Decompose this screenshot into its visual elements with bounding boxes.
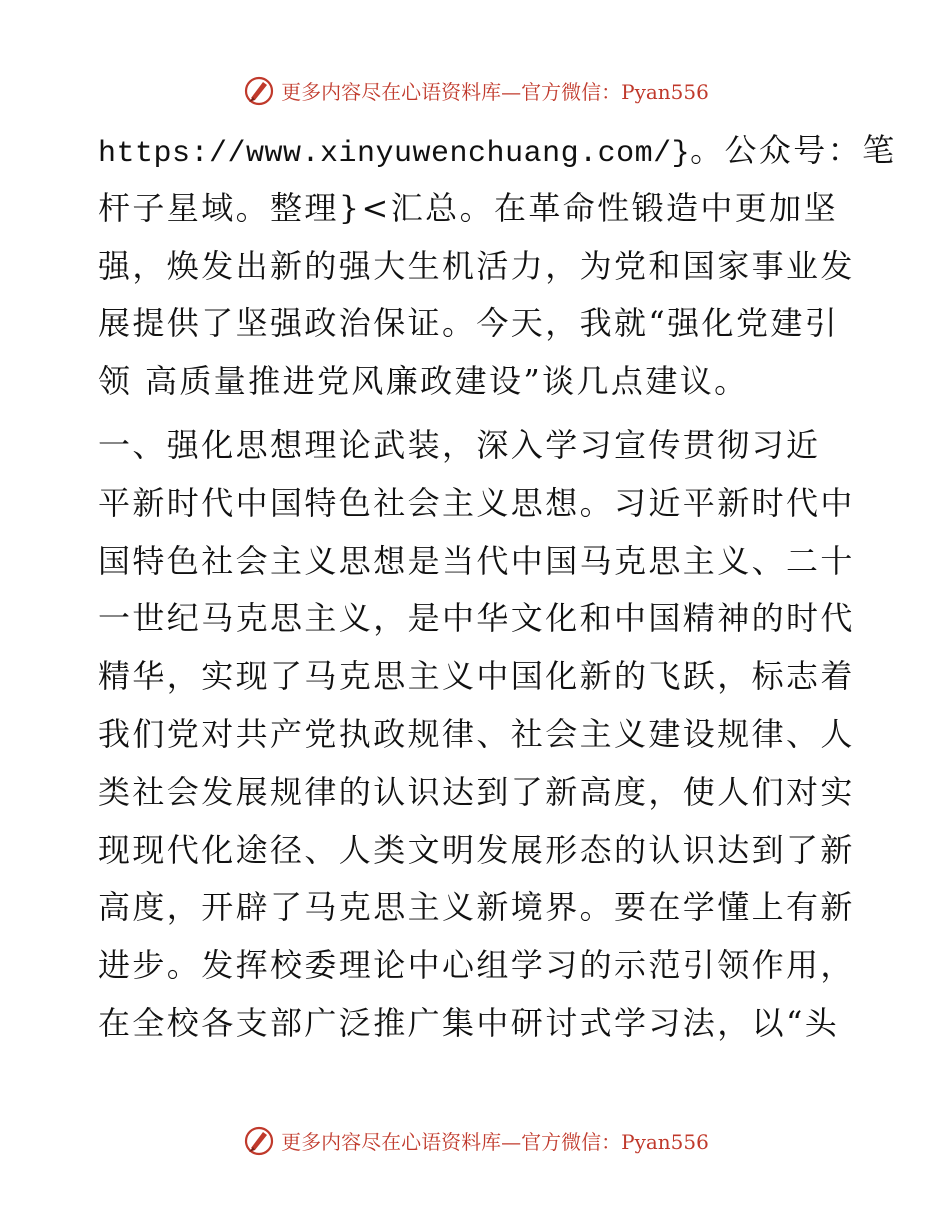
source-url: https://www.xinyuwenchuang.com/} [98, 137, 691, 171]
footer-banner [0, 1120, 950, 1160]
footer-banner-text: 更多内容尽在心语资料库—官方微信：Pyan556 [281, 1129, 709, 1154]
paragraph-2-line-5: 精华，实现了马克思主义中国化新的飞跃，标志着 [98, 657, 855, 696]
paragraph-2-line-4: 一世纪马克思主义，是中华文化和中国精神的时代 [98, 599, 855, 638]
paragraph-2-line-11: 在全校各支部广泛推广集中研讨式学习法，以“头 [98, 1003, 840, 1042]
paragraph-2-line-6: 我们党对共产党执政规律、社会主义建设规律、人 [98, 714, 855, 753]
paragraph-2-line-8: 现现代化途径、人类文明发展形态的认识达到了新 [98, 830, 855, 869]
paragraph-2-line-1: 一、强化思想理论武装，深入学习宣传贯彻习近 [98, 425, 821, 464]
document-body [98, 122, 897, 1053]
paragraph-1-line-1-rest: 。公众号：笔 [690, 131, 897, 169]
paragraph-1-line-3: 强，焕发出新的强大生机活力，为党和国家事业发 [98, 246, 855, 285]
paragraph-2-line-9: 高度，开辟了马克思主义新境界。要在学懂上有新 [98, 888, 855, 927]
paragraph-1-line-4: 展提供了坚强政治保证。今天，我就“强化党建引 [98, 304, 840, 343]
paragraph-2-line-10: 进步。发挥校委理论中心组学习的示范引领作用， [98, 946, 855, 985]
paragraph-1-line-1 [98, 122, 897, 180]
paragraph-2-line-3: 国特色社会主义思想是当代中国马克思主义、二十 [98, 541, 855, 580]
paragraph-1-line-2: 杆子星域。整理}<汇总。在革命性锻造中更加坚 [98, 188, 838, 227]
paragraph-2-line-2: 平新时代中国特色社会主义思想。习近平新时代中 [98, 483, 855, 522]
header-banner-text: 更多内容尽在心语资料库—官方微信：Pyan556 [281, 79, 709, 104]
brush-logo-icon [241, 72, 277, 108]
paragraph-2-line-7: 类社会发展规律的认识达到了新高度，使人们对实 [98, 772, 855, 811]
paragraph-1-line-5: 领 高质量推进党风廉政建设”谈几点建议。 [98, 362, 749, 401]
header-banner [0, 70, 950, 110]
brush-logo-icon [241, 1122, 277, 1158]
